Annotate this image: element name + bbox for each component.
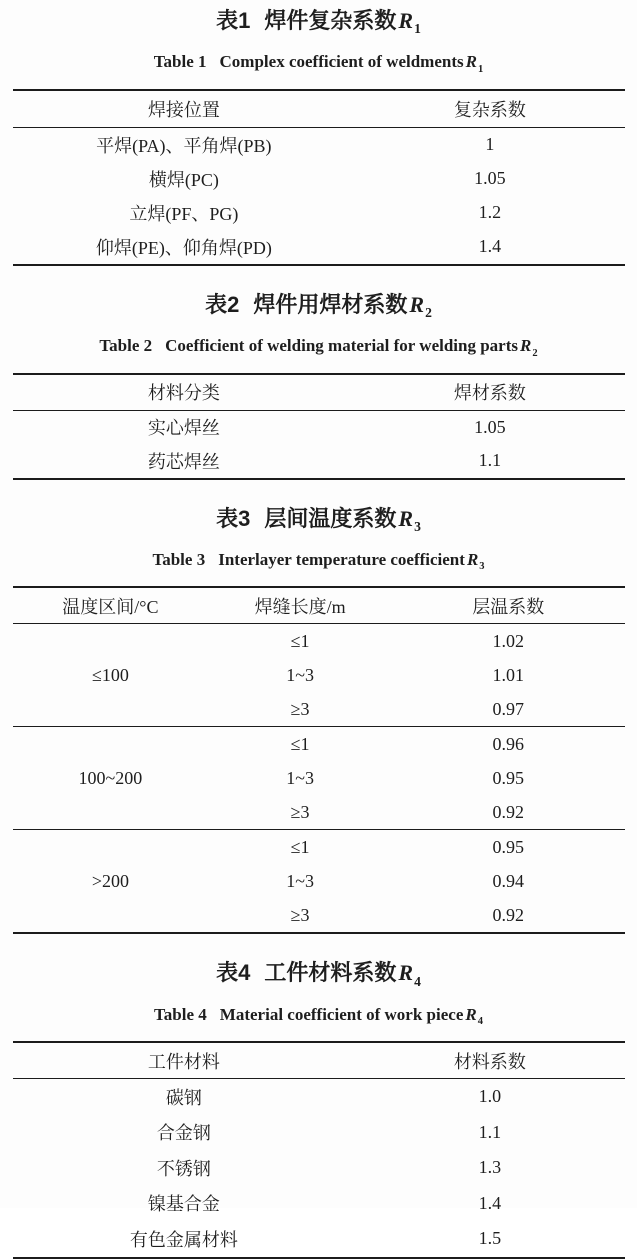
- table4: [13, 1041, 625, 1259]
- table-row: [13, 624, 625, 659]
- table-cell: 1.4: [478, 236, 502, 257]
- table4-zh-label: 表4: [216, 960, 251, 986]
- table-cell: 1.4: [478, 1192, 502, 1213]
- table1-en-label: Table 1: [153, 52, 207, 72]
- table1-title-zh: [0, 7, 637, 42]
- table4-zh-name: 工件材料系数: [264, 960, 397, 986]
- table2-header-row: [13, 374, 625, 411]
- table-cell: 1.02: [492, 630, 524, 651]
- table-cell: ≥3: [290, 698, 310, 719]
- symbol-letter: R: [465, 1004, 477, 1024]
- table-cell: 镍基合金: [147, 1194, 220, 1215]
- table-row: [13, 162, 625, 196]
- table2-title-en: [0, 336, 637, 363]
- table1-zh-name: 焊件复杂系数: [264, 8, 397, 33]
- table3-block: [0, 505, 637, 935]
- column-header: 温度区间/°C: [62, 596, 159, 617]
- symbol-letter: R: [398, 960, 414, 986]
- table-row: [13, 1150, 625, 1186]
- table-cell: 实心焊丝: [147, 418, 220, 439]
- table-cell: 0.96: [492, 733, 524, 754]
- table2-block: [0, 291, 637, 480]
- table3-en-label: Table 3: [152, 549, 206, 569]
- table3-group-le100: [13, 624, 625, 727]
- symbol-subscript: 4: [477, 1016, 483, 1028]
- table2-title-zh: [0, 291, 637, 326]
- column-header: 焊缝长度/m: [254, 596, 346, 617]
- table1-en-symbol: [465, 52, 484, 75]
- table-cell: 平焊(PA)、平角焊(PB): [96, 135, 272, 156]
- symbol-letter: R: [409, 291, 425, 317]
- table1-title-en: [0, 52, 637, 79]
- column-header: 层温系数: [472, 596, 545, 617]
- table-cell: 0.92: [492, 801, 524, 822]
- table4-header-row: [13, 1042, 625, 1079]
- table-cell: 1~3: [286, 664, 314, 685]
- table2: [13, 373, 625, 480]
- symbol-letter: R: [520, 336, 532, 356]
- table-cell: 1: [485, 134, 495, 155]
- symbol-subscript: 3: [414, 518, 421, 534]
- table3-header-row: [13, 587, 625, 624]
- table-row: [13, 727, 625, 762]
- table-row: [13, 127, 625, 162]
- table-cell: 有色金属材料: [129, 1229, 238, 1250]
- table-cell: 不锈钢: [156, 1158, 211, 1179]
- column-header: 焊材系数: [453, 383, 526, 404]
- symbol-subscript: 1: [414, 21, 421, 37]
- table1-block: [0, 7, 637, 266]
- table-cell: 仰焊(PE)、仰角焊(PD): [95, 237, 272, 258]
- table-cell-range: 100~200: [78, 767, 143, 788]
- table3-title-zh: [0, 505, 637, 540]
- table2-zh-symbol: [409, 291, 432, 321]
- table-row: [13, 1186, 625, 1222]
- table-cell: ≤1: [290, 733, 310, 754]
- table1-header-row: [13, 90, 625, 128]
- table-cell: 药芯焊丝: [147, 451, 220, 472]
- symbol-letter: R: [398, 8, 414, 33]
- table-row: [13, 1221, 625, 1258]
- table2-en-symbol: [520, 336, 538, 359]
- table-cell: 1.1: [478, 1121, 502, 1142]
- table4-en-label: Table 4: [154, 1004, 207, 1024]
- table-cell: 1.05: [474, 416, 506, 437]
- table3-en-name: Interlayer temperature coefficient: [218, 549, 465, 569]
- table-cell: ≤1: [290, 836, 310, 857]
- column-header: 工件材料: [147, 1051, 220, 1072]
- table4-block: [0, 959, 637, 1258]
- table-cell: 0.94: [492, 870, 524, 891]
- table3: [13, 586, 625, 934]
- table-row: [13, 830, 625, 865]
- table-row: [13, 1079, 625, 1115]
- table-cell: 合金钢: [156, 1123, 211, 1144]
- table4-en-symbol: [465, 1004, 483, 1028]
- table-cell: 1.3: [478, 1157, 502, 1178]
- table-cell: 1.0: [478, 1086, 502, 1107]
- symbol-letter: R: [398, 505, 414, 531]
- table1-zh-label: 表1: [216, 8, 251, 33]
- table2-zh-label: 表2: [205, 291, 240, 317]
- table-cell: 1.2: [478, 202, 502, 223]
- table-row: [13, 444, 625, 479]
- table-cell: 1~3: [286, 767, 314, 788]
- table-cell: 横焊(PC): [148, 169, 219, 190]
- column-header: 材料系数: [453, 1051, 526, 1072]
- table-cell: 1.05: [474, 168, 506, 189]
- table4-zh-symbol: [398, 960, 421, 989]
- table3-zh-label: 表3: [216, 505, 251, 531]
- table3-group-gt200: [13, 830, 625, 934]
- table-row: [13, 230, 625, 265]
- column-header: 复杂系数: [453, 99, 526, 120]
- symbol-subscript: 2: [425, 305, 432, 321]
- table-cell: 0.97: [492, 698, 524, 719]
- table3-zh-symbol: [398, 505, 421, 534]
- table2-zh-name: 焊件用焊材系数: [253, 291, 408, 317]
- symbol-subscript: 4: [414, 973, 421, 989]
- table-cell: ≤1: [290, 630, 310, 651]
- table-cell: 0.92: [492, 904, 524, 925]
- table3-title-en: [0, 550, 637, 577]
- table-cell: ≥3: [290, 801, 310, 822]
- table3-group-100-200: [13, 727, 625, 830]
- symbol-subscript: 1: [477, 63, 484, 75]
- table4-title-zh: [0, 959, 637, 994]
- table-row: [13, 410, 625, 444]
- column-header: 焊接位置: [147, 99, 220, 120]
- table3-en-symbol: [466, 549, 485, 573]
- table4-title-en: [0, 1005, 637, 1032]
- table1: [13, 89, 625, 266]
- table1-en-name: Complex coefficient of weldments: [219, 52, 464, 72]
- table-row: [13, 1115, 625, 1151]
- table4-en-name: Material coefficient of work piece: [219, 1004, 464, 1024]
- table-row: [13, 196, 625, 230]
- table-cell: 1.5: [478, 1228, 502, 1249]
- table-cell-range: >200: [91, 870, 129, 891]
- table-cell: 1.01: [492, 664, 524, 685]
- table-cell: ≥3: [290, 904, 310, 925]
- table-cell: 1~3: [286, 870, 314, 891]
- table-cell: 碳钢: [165, 1087, 202, 1108]
- symbol-subscript: 2: [532, 347, 538, 359]
- symbol-subscript: 3: [479, 561, 485, 573]
- table1-zh-symbol: [398, 8, 421, 37]
- table-cell: 0.95: [492, 836, 524, 857]
- table2-en-label: Table 2: [99, 336, 153, 356]
- symbol-letter: R: [465, 52, 477, 72]
- table-cell: 立焊(PF、PG): [129, 203, 239, 224]
- table-cell: 0.95: [492, 767, 524, 788]
- symbol-letter: R: [466, 549, 479, 569]
- table3-zh-name: 层间温度系数: [264, 505, 397, 531]
- table-cell: 1.1: [478, 450, 502, 471]
- table2-en-name: Coefficient of welding material for welding parts: [165, 336, 518, 356]
- table-cell-range: ≤100: [91, 664, 129, 685]
- column-header: 材料分类: [147, 383, 220, 404]
